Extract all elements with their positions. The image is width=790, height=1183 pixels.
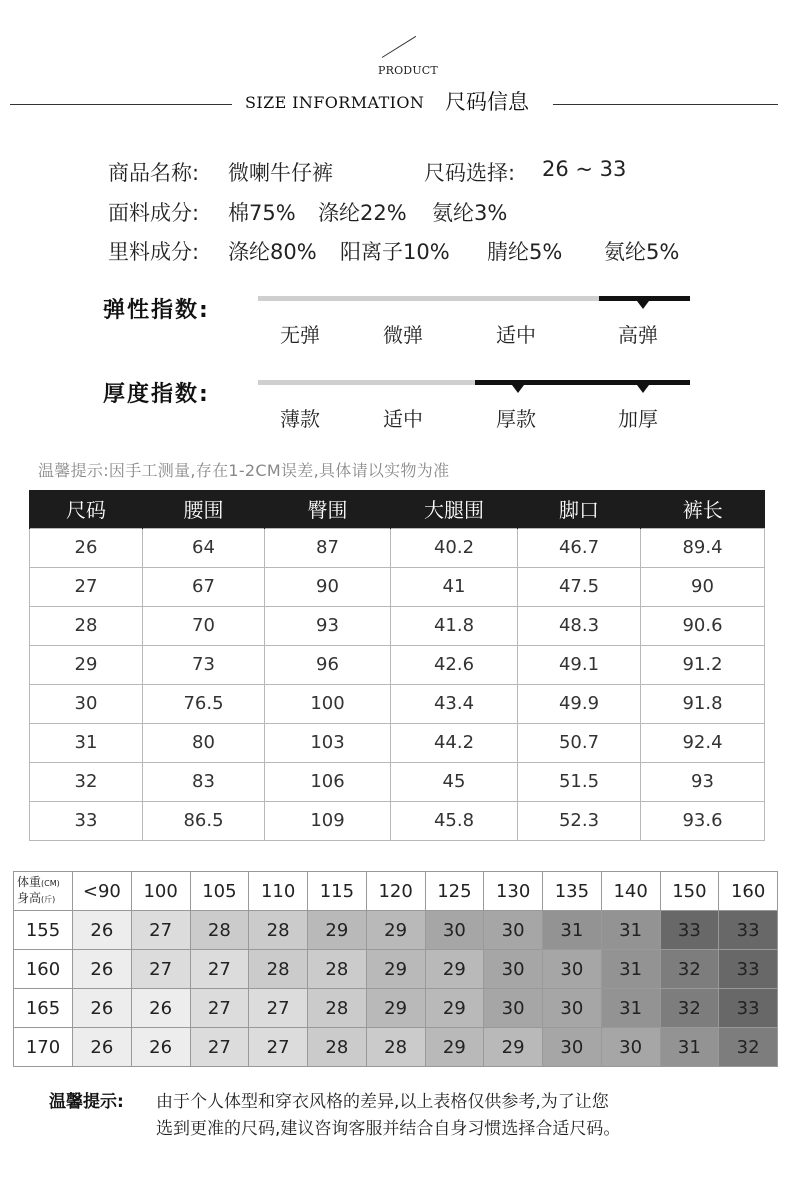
recommended-size-cell: 30: [543, 950, 602, 989]
recommended-size-cell: 32: [719, 1028, 778, 1067]
header-divider-left: [10, 104, 232, 105]
table-cell: 46.7: [518, 528, 641, 567]
recommended-size-cell: 28: [249, 950, 308, 989]
table-cell: 30: [30, 684, 143, 723]
size-information-title: SIZE INFORMATION: [245, 93, 425, 112]
height-cell: 155: [14, 911, 73, 950]
table-cell: 93: [641, 762, 765, 801]
elasticity-option-selected: 高弹: [618, 323, 658, 347]
recommended-size-cell: 30: [543, 989, 602, 1028]
bottom-tip-label: 温馨提示:: [49, 1092, 124, 1112]
thickness-option: 薄款: [280, 407, 320, 431]
table-cell: 48.3: [518, 606, 641, 645]
column-header-hip: 臀围: [265, 490, 391, 528]
recommended-size-cell: 31: [601, 950, 660, 989]
size-select-label: 尺码选择:: [424, 161, 516, 185]
recommended-size-cell: 27: [249, 1028, 308, 1067]
table-cell: 44.2: [391, 723, 518, 762]
table-cell: 83: [143, 762, 265, 801]
table-cell: 50.7: [518, 723, 641, 762]
fabric-item: 棉75%: [228, 201, 296, 225]
weight-header-cell: 150: [660, 872, 719, 911]
table-cell: 67: [143, 567, 265, 606]
size-information-title-cn: 尺码信息: [445, 90, 529, 114]
table-row: [30, 684, 765, 723]
height-unit: (斤): [41, 895, 56, 904]
column-header-length: 裤长: [641, 490, 765, 528]
recommended-size-cell: 33: [719, 989, 778, 1028]
lining-item: 氨纶5%: [604, 240, 680, 264]
weight-label: 体重: [17, 875, 42, 889]
table-row: [30, 762, 765, 801]
table-cell: 93: [265, 606, 391, 645]
column-header-size: 尺码: [30, 490, 143, 528]
thickness-option-selected: 厚款: [496, 407, 536, 431]
recommended-size-cell: 28: [308, 989, 367, 1028]
height-row: [14, 1028, 778, 1067]
elasticity-index-title: 弹性指数:: [103, 298, 210, 323]
table-cell: 96: [265, 645, 391, 684]
recommended-size-cell: 31: [601, 989, 660, 1028]
recommended-size-cell: 29: [366, 950, 425, 989]
bottom-tip-line: 选到更准的尺码,建议咨询客服并结合自身习惯选择合适尺码。: [156, 1119, 621, 1139]
table-cell: 91.8: [641, 684, 765, 723]
weight-header-cell: 105: [190, 872, 249, 911]
height-label: 身高: [17, 891, 42, 905]
lining-item: 涤纶80%: [228, 240, 317, 264]
height-cell: 165: [14, 989, 73, 1028]
table-cell: 49.9: [518, 684, 641, 723]
table-row: [30, 528, 765, 567]
elasticity-scale: [258, 296, 690, 301]
product-name-label: 商品名称:: [108, 161, 200, 185]
recommended-size-cell: 32: [660, 950, 719, 989]
table-corner-label: [14, 872, 73, 911]
weight-header-cell: 100: [131, 872, 190, 911]
recommended-size-cell: 30: [543, 1028, 602, 1067]
recommended-size-cell: 30: [601, 1028, 660, 1067]
recommended-size-cell: 33: [660, 911, 719, 950]
product-label: PRODUCT: [378, 64, 438, 77]
height-cell: 160: [14, 950, 73, 989]
recommended-size-cell: 31: [660, 1028, 719, 1067]
table-cell: 45.8: [391, 801, 518, 840]
recommended-size-cell: 29: [484, 1028, 543, 1067]
table-cell: 41.8: [391, 606, 518, 645]
recommended-size-cell: 26: [131, 1028, 190, 1067]
recommended-size-cell: 27: [190, 989, 249, 1028]
table-cell: 41: [391, 567, 518, 606]
recommended-size-cell: 32: [660, 989, 719, 1028]
table-cell: 109: [265, 801, 391, 840]
elasticity-pointer-icon: [637, 301, 649, 309]
table-cell: 100: [265, 684, 391, 723]
table-cell: 47.5: [518, 567, 641, 606]
table-cell: 90: [641, 567, 765, 606]
product-slash-decoration: [382, 36, 416, 58]
weight-header-cell: 140: [601, 872, 660, 911]
height-row: [14, 911, 778, 950]
table-cell: 90: [265, 567, 391, 606]
weight-header-cell: 125: [425, 872, 484, 911]
recommended-size-cell: 29: [425, 950, 484, 989]
recommended-size-cell: 28: [366, 1028, 425, 1067]
recommended-size-cell: 31: [543, 911, 602, 950]
recommended-size-cell: 30: [425, 911, 484, 950]
table-row: [30, 645, 765, 684]
size-chart-table: [29, 490, 765, 841]
table-cell: 76.5: [143, 684, 265, 723]
table-cell: 93.6: [641, 801, 765, 840]
bottom-tip-line: 由于个人体型和穿衣风格的差异,以上表格仅供参考,为了让您: [156, 1092, 609, 1112]
recommended-size-cell: 31: [601, 911, 660, 950]
lining-item: 阳离子10%: [340, 240, 450, 264]
recommended-size-cell: 29: [366, 989, 425, 1028]
table-cell: 103: [265, 723, 391, 762]
table-cell: 52.3: [518, 801, 641, 840]
table-cell: 33: [30, 801, 143, 840]
thickness-option-selected: 加厚: [618, 407, 658, 431]
table-cell: 29: [30, 645, 143, 684]
recommended-size-cell: 27: [131, 911, 190, 950]
measurement-tip: 温馨提示:因手工测量,存在1-2CM误差,具体请以实物为准: [38, 461, 450, 480]
weight-header-cell: 135: [543, 872, 602, 911]
table-cell: 64: [143, 528, 265, 567]
thickness-pointer-icon: [637, 385, 649, 393]
recommended-size-cell: 27: [131, 950, 190, 989]
weight-header-cell: 120: [366, 872, 425, 911]
recommended-size-cell: 26: [73, 950, 132, 989]
table-row: [30, 723, 765, 762]
table-cell: 86.5: [143, 801, 265, 840]
thickness-pointer-icon: [512, 385, 524, 393]
thickness-scale-fill: [475, 380, 690, 385]
recommended-size-cell: 27: [249, 989, 308, 1028]
recommended-size-cell: 29: [308, 911, 367, 950]
recommended-size-cell: 30: [484, 950, 543, 989]
weight-header-cell: <90: [73, 872, 132, 911]
recommended-size-cell: 30: [484, 989, 543, 1028]
table-cell: 32: [30, 762, 143, 801]
table-cell: 70: [143, 606, 265, 645]
fabric-label: 面料成分:: [108, 201, 200, 225]
table-row: [30, 567, 765, 606]
weight-header-row: [14, 872, 778, 911]
table-cell: 42.6: [391, 645, 518, 684]
elasticity-option: 无弹: [280, 323, 320, 347]
weight-header-cell: 110: [249, 872, 308, 911]
thickness-scale: [258, 380, 690, 385]
table-cell: 80: [143, 723, 265, 762]
table-cell: 26: [30, 528, 143, 567]
thickness-index-title: 厚度指数:: [103, 382, 210, 407]
table-cell: 43.4: [391, 684, 518, 723]
elasticity-option: 适中: [496, 323, 536, 347]
table-cell: 31: [30, 723, 143, 762]
recommended-size-cell: 27: [190, 950, 249, 989]
recommended-size-cell: 29: [425, 989, 484, 1028]
recommended-size-cell: 26: [73, 1028, 132, 1067]
size-chart-header-row: [30, 490, 765, 528]
lining-label: 里料成分:: [108, 240, 200, 264]
height-cell: 170: [14, 1028, 73, 1067]
recommended-size-cell: 28: [308, 1028, 367, 1067]
recommended-size-cell: 26: [73, 911, 132, 950]
height-row: [14, 950, 778, 989]
column-header-thigh: 大腿围: [391, 490, 518, 528]
recommended-size-cell: 33: [719, 911, 778, 950]
product-name-value: 微喇牛仔裤: [228, 161, 333, 185]
table-cell: 92.4: [641, 723, 765, 762]
column-header-waist: 腰围: [143, 490, 265, 528]
recommended-size-cell: 33: [719, 950, 778, 989]
elasticity-option: 微弹: [383, 323, 423, 347]
fabric-item: 涤纶22%: [318, 201, 407, 225]
weight-header-cell: 115: [308, 872, 367, 911]
header-divider-right: [553, 104, 778, 105]
table-cell: 90.6: [641, 606, 765, 645]
recommended-size-cell: 28: [308, 950, 367, 989]
table-cell: 51.5: [518, 762, 641, 801]
weight-header-cell: 160: [719, 872, 778, 911]
table-row: [30, 801, 765, 840]
recommended-size-cell: 28: [249, 911, 308, 950]
table-cell: 106: [265, 762, 391, 801]
table-cell: 45: [391, 762, 518, 801]
table-cell: 49.1: [518, 645, 641, 684]
table-cell: 91.2: [641, 645, 765, 684]
fabric-item: 氨纶3%: [432, 201, 508, 225]
recommended-size-cell: 29: [425, 1028, 484, 1067]
height-row: [14, 989, 778, 1028]
table-cell: 40.2: [391, 528, 518, 567]
recommended-size-cell: 29: [366, 911, 425, 950]
recommended-size-cell: 28: [190, 911, 249, 950]
thickness-option: 适中: [383, 407, 423, 431]
table-cell: 73: [143, 645, 265, 684]
table-cell: 27: [30, 567, 143, 606]
recommended-size-cell: 26: [73, 989, 132, 1028]
recommended-size-cell: 30: [484, 911, 543, 950]
size-recommendation-table: [13, 871, 778, 1067]
weight-header-cell: 130: [484, 872, 543, 911]
lining-item: 腈纶5%: [487, 240, 563, 264]
table-cell: 89.4: [641, 528, 765, 567]
table-cell: 87: [265, 528, 391, 567]
table-cell: 28: [30, 606, 143, 645]
size-select-value: 26 ~ 33: [542, 157, 627, 181]
column-header-leg-opening: 脚口: [518, 490, 641, 528]
weight-unit: (CM): [41, 879, 60, 888]
recommended-size-cell: 26: [131, 989, 190, 1028]
table-row: [30, 606, 765, 645]
recommended-size-cell: 27: [190, 1028, 249, 1067]
